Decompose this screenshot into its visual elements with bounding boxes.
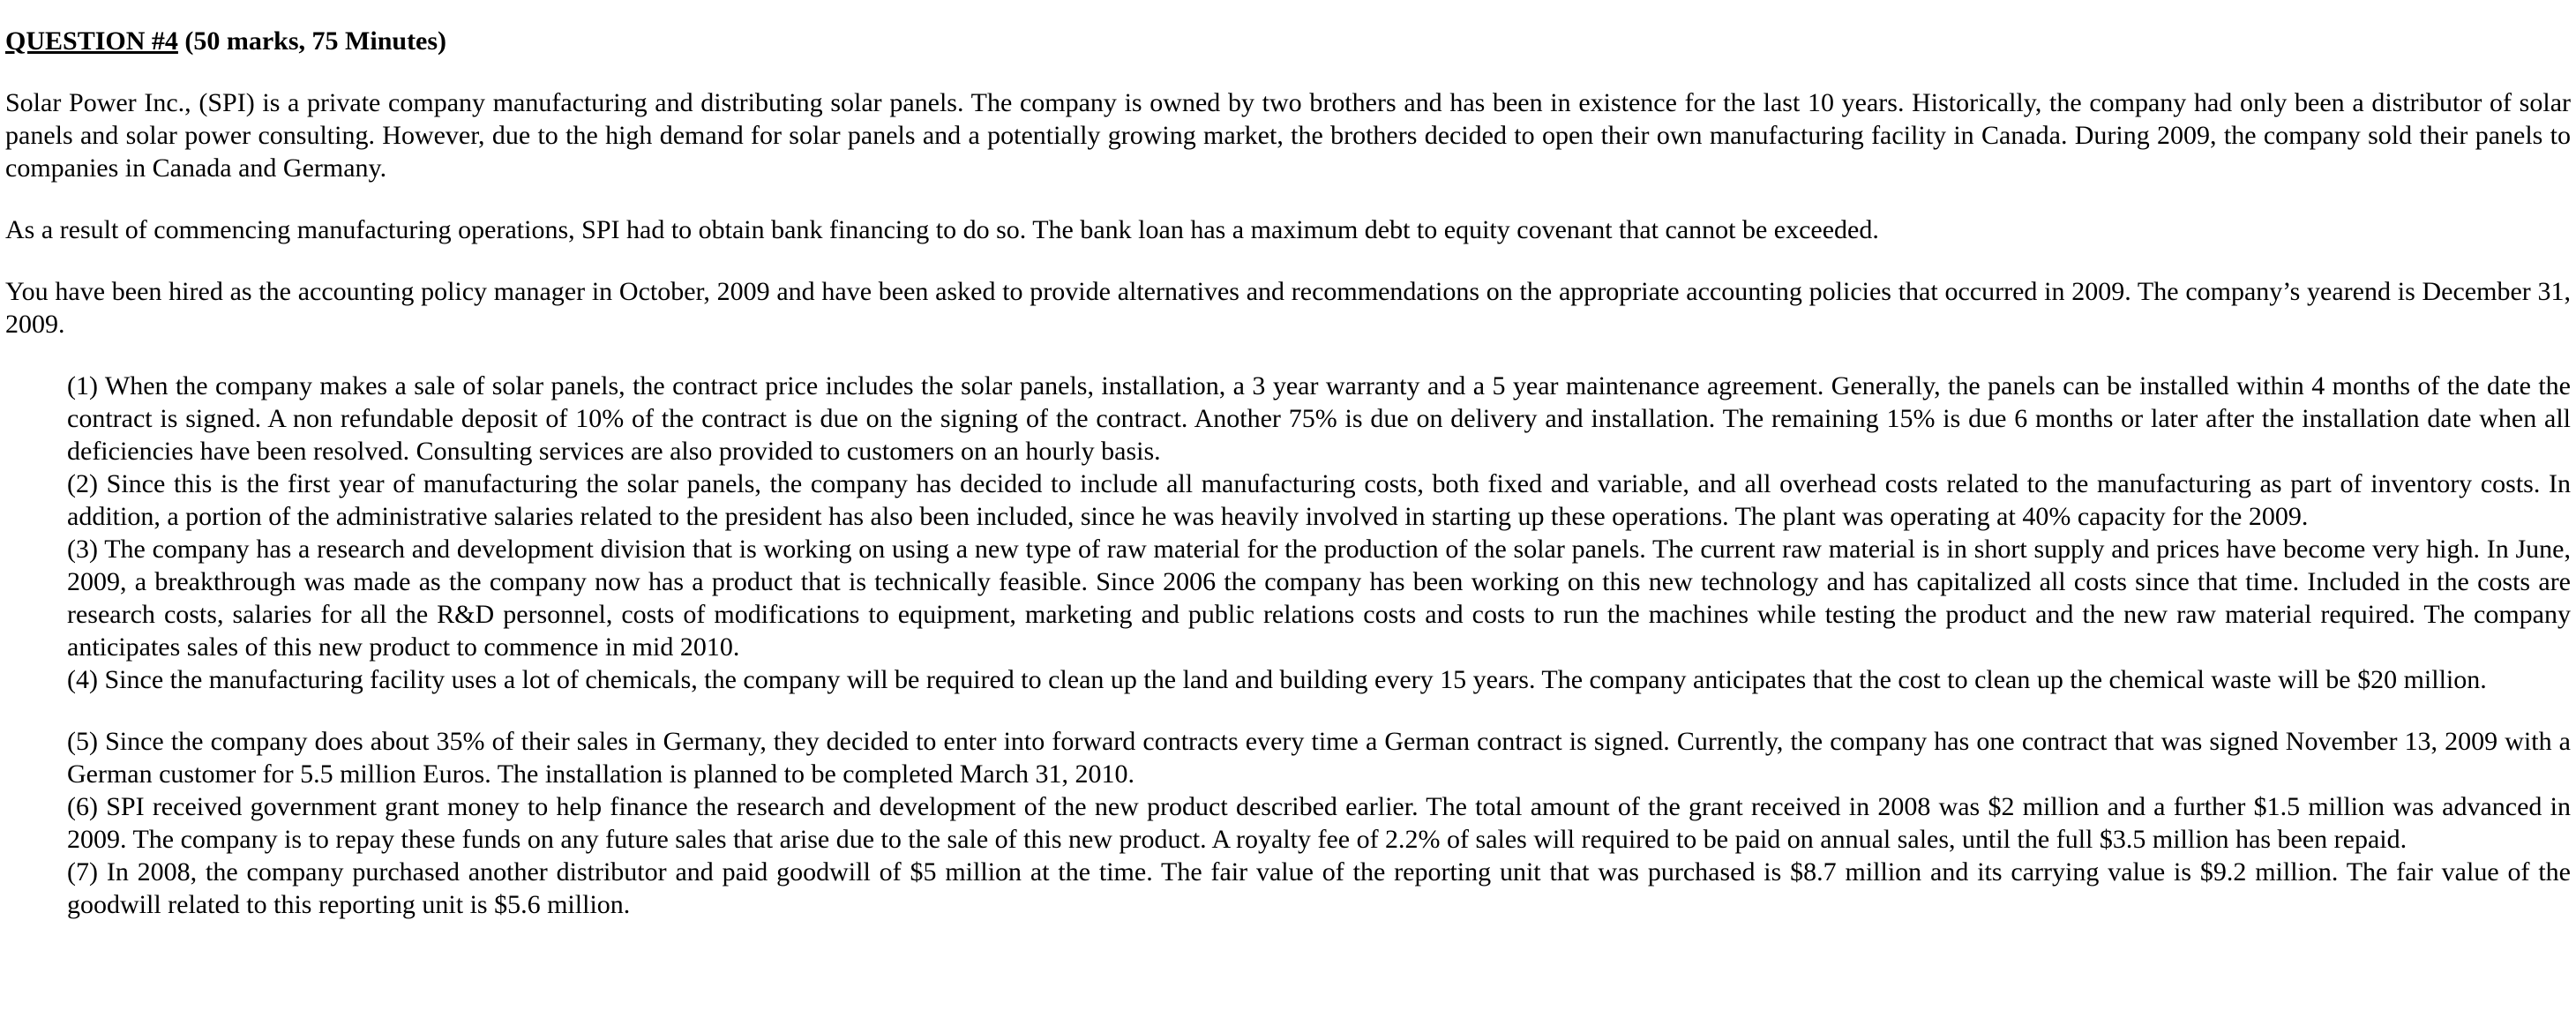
intro-paragraph: Solar Power Inc., (SPI) is a private company manufacturing and distributing solar panels. The company is owned by two brothers and has been in existence for the last 10 years. Historically, the company had only been a distributor of solar panels and solar power consulting. However, due to the high demand for solar panels and a potentially growing market, the brothers decided to open their own manufacturing facility in Canada. During 2009, the company sold their panels to companies in Canada and Germany.	[5, 88, 2571, 183]
issue-item-3: (3) The company has a research and development division that is working on using a new type of raw material for the production of the solar panels. The current raw material is in short supply and prices have become very high. In June, 2009, a breakthrough was made as the company now has a product that is technically feasible. Since 2006 the company has been working on this new technology and has capitalized all costs since that time. Included in the costs are research costs, salaries for all the R&D personnel, costs of modifications to equipment, marketing and public relations costs and costs to run the machines while testing the product and the new raw material required. The company anticipates sales of this new product to commence in mid 2010.	[67, 535, 2571, 662]
issue-item-2: (2) Since this is the first year of manufacturing the solar panels, the company has decided to include all manufacturing costs, both fixed and variable, and all overhead costs related to the manufacturing as part of inventory costs. In addition, a portion of the administrative salaries related to the president has also been included, since he was heavily involved in starting up these operations. The plant was operating at 40% capacity for the 2009.	[67, 469, 2571, 531]
question-label: QUESTION #4	[5, 26, 178, 56]
issue-item-5: (5) Since the company does about 35% of their sales in Germany, they decided to enter into forward contracts every time a German contract is signed. Currently, the company has one contract that was signed November 13, 2009 with a German customer for 5.5 million Euros. The installation is planned to be completed March 31, 2010.	[67, 727, 2571, 789]
financing-paragraph: As a result of commencing manufacturing operations, SPI had to obtain bank financing to do so. The bank loan has a maximum debt to equity covenant that cannot be exceeded.	[5, 215, 1879, 244]
question-marks: (50 marks, 75 Minutes)	[177, 26, 447, 56]
issue-item-1: (1) When the company makes a sale of solar panels, the contract price includes the solar panels, installation, a 3 year warranty and a 5 year maintenance agreement. Generally, the panels can be installed within 4 months of the date the contract is signed. A non refundable deposit of 10% of the contract is due on the signing of the contract. Another 75% is due on delivery and installation. The remaining 15% is due 6 months or later after the installation date when all deficiencies have been resolved. Consulting services are also provided to customers on an hourly basis.	[67, 371, 2571, 466]
issue-item-6: (6) SPI received government grant money to help finance the research and development of the new product described earlier. The total amount of the grant received in 2008 was $2 million and a further $1.5 million was advanced in 2009. The company is to repay these funds on any future sales that arise due to the sale of this new product. A royalty fee of 2.2% of sales will required to be paid on annual sales, until the full $3.5 million has been repaid.	[67, 792, 2571, 854]
role-paragraph: You have been hired as the accounting policy manager in October, 2009 and have been asked to provide alternatives and recommendations on the appropriate accounting policies that occurred in 2009. The company’s yearend is December 31, 2009.	[5, 277, 2571, 339]
issue-item-4: (4) Since the manufacturing facility uses a lot of chemicals, the company will be required to clean up the land and building every 15 years. The company anticipates that the cost to clean up the chemical waste will be $20 million.	[67, 665, 2487, 694]
issue-item-7: (7) In 2008, the company purchased another distributor and paid goodwill of $5 million at the time. The fair value of the reporting unit that was purchased is $8.7 million and its carrying value is $9.2 million. The fair value of the goodwill related to this reporting unit is $5.6 million.	[67, 857, 2571, 919]
question-heading	[5, 25, 2571, 57]
issue-list	[5, 370, 2571, 921]
